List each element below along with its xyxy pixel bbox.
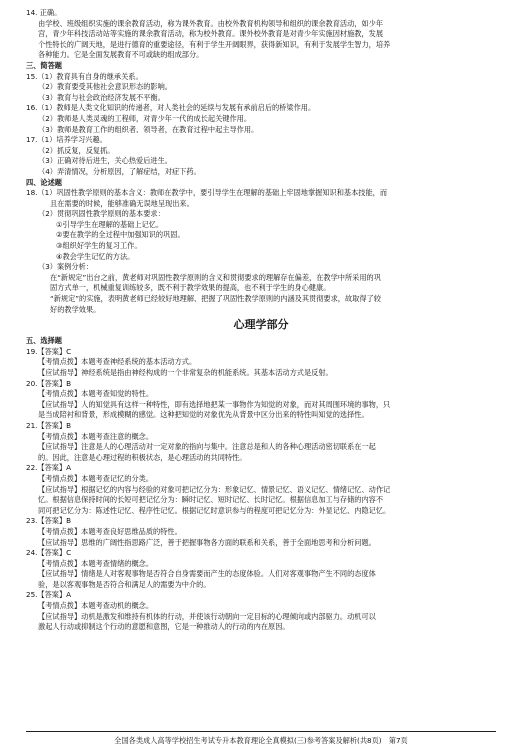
text-line: 22.【答案】A: [26, 463, 72, 473]
text-line: ③组织好学生的复习工作。: [56, 241, 142, 251]
section-heading: 五、选择题: [26, 336, 62, 346]
text-line: （3）教师是教育工作的组织者、领导者，在教育过程中起主导作用。: [38, 124, 259, 134]
text-line: 【应试指导】思维的广阔性指思路广泛，善于把握事物各方面的联系和关系，善于全面地思考和分析问题。: [38, 537, 376, 547]
text-line: 固方式单一，机械重复训练较多，既不利于教学效果的提高，也不利于学生的身心健康。: [50, 283, 331, 293]
text-line: 由学校、班级组织实施的课余教育活动，称为课外教育。由校外教育机构领导和组织的课余教育活动，如少年: [38, 18, 384, 28]
text-line: ②要在教学的全过程中加强知识的巩固。: [56, 230, 185, 240]
text-line: 宫，青少年科技活动站等实施的课余教育活动，称为校外教育。课外校外教育是对青少年实施因材施教，发展: [38, 29, 384, 39]
text-line: 好的教学效果。: [50, 304, 101, 314]
text-line: （2）抓反复，反复抓。: [38, 145, 115, 155]
text-line: 在“新规定”出台之前，黄老师对巩固性教学原则的含义和贯彻要求的理解存在偏差，在教学中所采用的巩: [50, 272, 381, 282]
text-line: （4）弄清情况，分析原因，了解症结，对症下药。: [38, 166, 201, 176]
text-line: 21.【答案】B: [26, 420, 72, 430]
section-heading: 四、论述题: [26, 177, 62, 187]
document-body: [26, 8, 496, 633]
text-line: 各种能力。它是全面发展教育不可或缺的组成部分。: [38, 50, 204, 60]
text-line: 16.（1）教师是人类文化知识的传递者，对人类社会的延续与发展有承前启后的桥梁作用。: [26, 103, 316, 113]
text-line: 24.【答案】C: [26, 548, 72, 558]
text-line: 验，是以客观事物是否符合和满足人的需要为中介的。: [38, 579, 211, 589]
page-footer: 全国各类成人高等学校招生考试专升本教育理论全真模拟(三)参考答案及解析(共8页) 第7页: [26, 731, 496, 746]
section-title: 心理学部分: [233, 318, 289, 332]
text-line: 20.【答案】B: [26, 378, 72, 388]
text-line: 【考情点拨】本题考查情绪的概念。: [38, 558, 154, 568]
text-line: 23.【答案】B: [26, 516, 72, 526]
text-line: （2）教师是人类灵魂的工程师，对青少年一代的成长起关键作用。: [38, 113, 252, 123]
text-line: （3）正确对待后进生，关心热爱后进生。: [38, 156, 172, 166]
text-line: 【考情点拨】本题考查知觉的特性。: [38, 389, 154, 399]
text-line: 【考情点拨】本题考查神经系统的基本活动方式。: [38, 357, 197, 367]
text-line: “新规定”的实施，表明黄老师已经较好地理解、把握了巩固性教学原则的内涵及其贯彻要求，故取得了较: [50, 294, 381, 304]
section-heading: 三、简答题: [26, 60, 62, 70]
text-line: 【考情点拨】本题考查注意的概念。: [38, 431, 154, 441]
text-line: 【应试指导】情绪是人对客观事物是否符合自身需要而产生的态度体验。人们对客观事物产生不同的态度体: [38, 569, 376, 579]
text-line: 同可把记忆分为：陈述性记忆、程序性记忆。根据记忆时意识参与的程度可把记忆分为：外显记忆、内隐记忆。: [38, 505, 391, 515]
text-line: 18.（1）巩固性教学原则的基本含义：教师在教学中，要引导学生在理解的基础上牢固地掌握知识和基本技能，而: [26, 188, 388, 198]
text-line: 的。因此，注意是心理过程的积极状态，是心理活动的共同特性。: [38, 452, 247, 462]
text-line: 且在需要的时候，能够准确无误地呈现出来。: [50, 198, 194, 208]
text-line: （3）教育与社会政治经济发展不平衡。: [38, 92, 165, 102]
text-line: 17.（1）培养学习兴趣。: [26, 135, 107, 145]
text-line: 【考情点拨】本题考查良好思维品质的特性。: [38, 526, 182, 536]
text-line: 【考情点拨】本题考查记忆的分类。: [38, 473, 154, 483]
text-line: 14. 正确。: [26, 8, 62, 17]
text-line: （2）教育要受其他社会意识形态的影响。: [38, 82, 172, 92]
text-line: 【应试指导】动机是激发和维持有机体的行动，并使该行动朝向一定目标的心理倾向或内部驱力。动机可以: [38, 611, 376, 621]
text-line: 是当成陪衬和背景，形成模糊的感觉。这种把知觉的对象优先从背景中区分出来的特性叫知觉的选择性。: [38, 410, 369, 420]
text-line: 【应试指导】根据记忆的内容与经验的对象可把记忆分为：形象记忆、情景记忆、语义记忆、情绪记忆、动作记: [38, 484, 391, 494]
text-line: 25.【答案】A: [26, 590, 72, 600]
text-line: ①引导学生在理解的基础上记忆。: [56, 219, 164, 229]
text-line: 忆。根据信息保持时间的长短可把记忆分为：瞬时记忆、短时记忆、长时记忆。根据信息加工与存储的内容不: [38, 495, 384, 505]
text-line: 【应试指导】人的知觉具有这样一种特性，即有选择地把某一事物作为知觉的对象，而对其周围环境的事物，只: [38, 399, 391, 409]
text-line: 【应试指导】注意是人的心理活动对一定对象的指向与集中。注意总是和人的各种心理活动密切联系在一起: [38, 442, 376, 452]
text-line: 【考情点拨】本题考查动机的概念。: [38, 601, 154, 611]
text-line: （3）案例分析：: [38, 262, 93, 272]
text-line: 【应试指导】神经系统是指由神经构成的一个非常复杂的机能系统。其基本活动方式是反射。: [38, 368, 333, 377]
text-line: 个性特长的广阔天地，是进行德育的重要途径，有利于学生开阔眼界，获得新知识，有利于发展学生智力，培养: [38, 39, 391, 49]
text-line: 19.【答案】C: [26, 346, 72, 356]
text-line: 15.（1）教育具有自身的继承关系。: [26, 71, 143, 81]
text-line: 激起人行动或抑制这个行动的意愿和意图，它是一种推动人的行动的内在原因。: [38, 622, 290, 632]
text-line: （2）贯彻巩固性教学原则的基本要求：: [38, 209, 165, 219]
text-line: ④教会学生记忆的方法。: [56, 251, 135, 261]
